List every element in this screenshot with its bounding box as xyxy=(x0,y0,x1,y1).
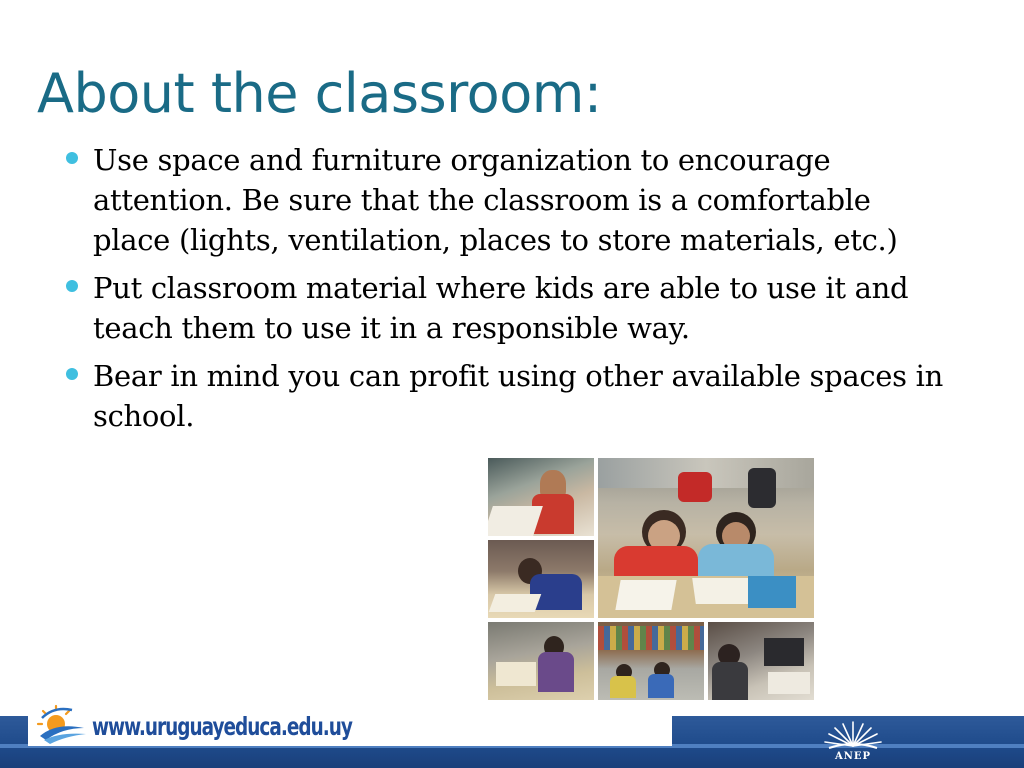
bullet-text: Bear in mind you can profit using other available spaces in school. xyxy=(93,359,944,433)
anep-emblem-icon xyxy=(815,716,891,752)
bullet-text: Use space and furniture organization to encourage attention. Be sure that the classroom is a comfortable place (lights, ventilation, places to store materials, etc.) xyxy=(93,143,898,257)
bullet-dot-icon xyxy=(66,152,78,164)
photo-kids-writing xyxy=(488,458,594,536)
photo-computer-lab xyxy=(708,622,814,700)
photo-girls-working xyxy=(598,458,814,618)
classroom-photo-collage xyxy=(488,458,814,700)
bullet-text: Put classroom material where kids are able to use it and teach them to use it in a responsible way. xyxy=(93,271,909,345)
bullet-item xyxy=(66,140,946,260)
bullet-list xyxy=(66,140,946,444)
bullet-dot-icon xyxy=(66,280,78,292)
bullet-item xyxy=(66,356,946,436)
photo-boy-reading xyxy=(488,540,594,618)
bullet-dot-icon xyxy=(66,368,78,380)
photo-desks xyxy=(488,622,594,700)
uruguay-educa-sun-logo-icon xyxy=(36,702,88,744)
website-url-link[interactable]: www.uruguayeduca.edu.uy xyxy=(92,712,352,741)
anep-label: ANEP xyxy=(834,751,872,762)
photo-library xyxy=(598,622,704,700)
slide-title: About the classroom: xyxy=(37,62,602,125)
bullet-item xyxy=(66,268,946,348)
